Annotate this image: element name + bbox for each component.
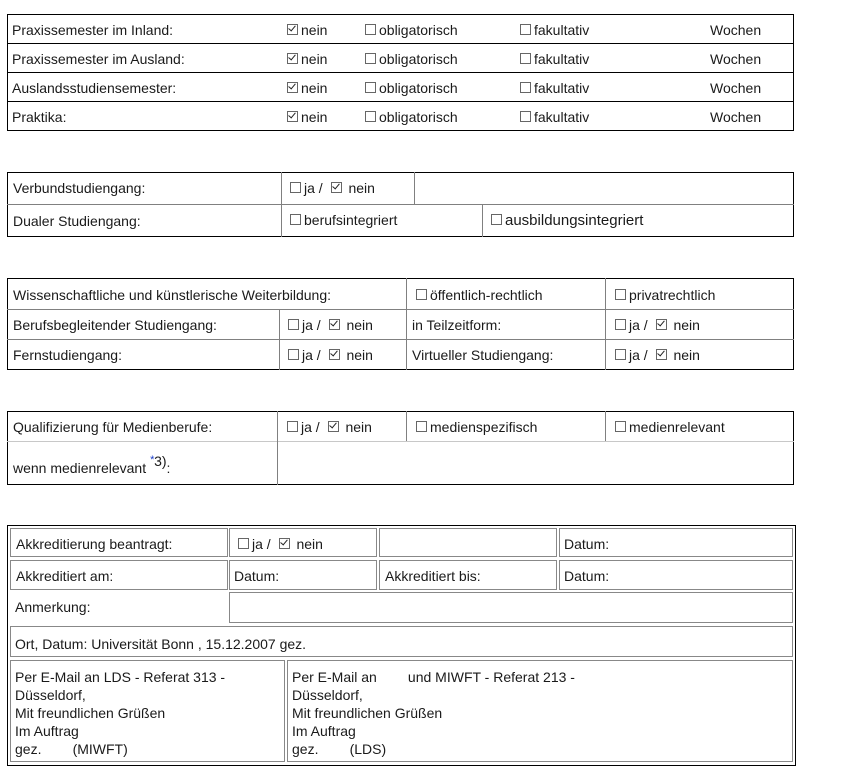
datum-label: Datum:: [564, 536, 610, 552]
fakultativ-option[interactable]: [520, 22, 589, 38]
ja-label: ja /: [302, 347, 321, 363]
checkbox[interactable]: [365, 24, 376, 35]
oeffentlich-option[interactable]: [416, 287, 543, 303]
checkbox-checked[interactable]: [287, 24, 298, 35]
ja-label: ja /: [301, 419, 320, 435]
nein-label: nein: [346, 317, 373, 333]
checkbox[interactable]: [416, 421, 427, 432]
weiterbildung-label: Wissenschaftliche und künstlerische Weiterbildung:: [13, 287, 332, 303]
checkbox[interactable]: [615, 289, 626, 300]
nein-label: nein: [673, 317, 700, 333]
anmerkung-label: Anmerkung:: [15, 599, 91, 615]
fernstudium-label: Fernstudiengang:: [13, 347, 122, 363]
divider: [277, 411, 278, 485]
nein-label: nein: [346, 347, 373, 363]
wochen-label: Wochen: [710, 80, 762, 96]
beantragt-label: Akkreditierung beantragt:: [16, 536, 173, 552]
wenn-medienrelevant: [13, 453, 171, 476]
divider: [406, 411, 407, 441]
checkbox-checked[interactable]: [279, 538, 290, 549]
checkbox[interactable]: [288, 319, 299, 330]
colon: :: [166, 460, 171, 476]
checkbox-checked[interactable]: [656, 319, 667, 330]
signature-line: Düsseldorf,: [15, 687, 86, 703]
signature-line: gez. (MIWFT): [15, 741, 128, 757]
footnote-star: *: [150, 454, 155, 466]
obligatorisch-label: obligatorisch: [379, 109, 458, 125]
checkbox-checked[interactable]: [328, 421, 339, 432]
fakultativ-label: fakultativ: [534, 22, 590, 38]
checkbox[interactable]: [290, 214, 301, 225]
datum-label: Datum:: [564, 568, 610, 584]
berufsintegriert-label: berufsintegriert: [304, 212, 398, 228]
privat-option[interactable]: [615, 287, 715, 303]
checkbox-checked[interactable]: [329, 349, 340, 360]
obligatorisch-label: obligatorisch: [379, 22, 458, 38]
signature-line: gez. (LDS): [292, 741, 387, 757]
medienrelevant-label: medienrelevant: [629, 419, 725, 435]
signature-line: Mit freundlichen Grüßen: [15, 705, 166, 721]
checkbox[interactable]: [615, 319, 626, 330]
ja-label: ja /: [302, 317, 321, 333]
divider: [281, 172, 282, 237]
signature-line: Mit freundlichen Grüßen: [292, 705, 443, 721]
verbund-label: Verbundstudiengang:: [13, 180, 146, 196]
nein-label: nein: [345, 419, 372, 435]
nein-label: nein: [301, 80, 328, 96]
checkbox[interactable]: [287, 421, 298, 432]
praxis-row-label: Praxissemester im Inland:: [12, 22, 174, 38]
ja-label: ja /: [252, 536, 271, 552]
ausbildungsintegriert-option[interactable]: [491, 213, 643, 229]
wochen-label: Wochen: [710, 22, 762, 38]
checkbox[interactable]: [238, 538, 249, 549]
oeffentlich-label: öffentlich-rechtlich: [430, 287, 543, 303]
divider: [7, 101, 794, 102]
nein-option[interactable]: [287, 51, 327, 67]
divider: [279, 310, 280, 370]
divider: [7, 43, 794, 44]
medienspezifisch-option[interactable]: [416, 419, 537, 435]
fakultativ-label: fakultativ: [534, 51, 590, 67]
signature-line: Per E-Mail an LDS - Referat 313 -: [15, 669, 226, 685]
obligatorisch-label: obligatorisch: [379, 80, 458, 96]
signature-line: Im Auftrag: [15, 723, 79, 739]
medien-ja-nein[interactable]: [287, 419, 372, 435]
nein-option[interactable]: [287, 22, 327, 38]
divider: [7, 441, 794, 442]
ausbildungsintegriert-label: ausbildungsintegriert: [505, 212, 644, 229]
teilzeit-ja-nein[interactable]: [615, 317, 700, 333]
signature-line: Im Auftrag: [292, 723, 356, 739]
obligatorisch-option[interactable]: [365, 51, 458, 67]
virtuell-ja-nein[interactable]: [615, 347, 700, 363]
divider: [605, 411, 606, 441]
anmerkung-field[interactable]: [229, 592, 793, 623]
praxis-row-label: Praxissemester im Ausland:: [12, 51, 185, 67]
medienrelevant-option[interactable]: [615, 419, 725, 435]
fakultativ-option[interactable]: [520, 109, 589, 125]
divider: [406, 278, 407, 370]
ja-label: ja /: [629, 317, 648, 333]
nein-label: nein: [301, 109, 328, 125]
nein-label: nein: [296, 536, 323, 552]
signature-line: Düsseldorf,: [292, 687, 363, 703]
dual-label: Dualer Studiengang:: [13, 213, 141, 229]
cell[interactable]: [379, 528, 557, 557]
checkbox[interactable]: [365, 82, 376, 93]
checkbox[interactable]: [365, 53, 376, 64]
checkbox-checked[interactable]: [287, 53, 298, 64]
akkreditiert-bis-label: Akkreditiert bis:: [385, 568, 481, 584]
checkbox[interactable]: [520, 24, 531, 35]
nein-label: nein: [301, 51, 328, 67]
fakultativ-option[interactable]: [520, 80, 589, 96]
nein-label: nein: [348, 180, 375, 196]
wochen-label: Wochen: [710, 51, 762, 67]
fernstudium-ja-nein[interactable]: [288, 347, 373, 363]
checkbox[interactable]: [520, 53, 531, 64]
checkbox-checked[interactable]: [331, 182, 342, 193]
obligatorisch-option[interactable]: [365, 80, 458, 96]
checkbox[interactable]: [615, 349, 626, 360]
berufsintegriert-option[interactable]: [290, 212, 397, 228]
beantragt-ja-nein[interactable]: [238, 536, 323, 552]
checkbox[interactable]: [520, 111, 531, 122]
obligatorisch-option[interactable]: [365, 109, 458, 125]
divider: [482, 205, 483, 237]
praxis-row-label: Praktika:: [12, 109, 67, 125]
checkbox[interactable]: [491, 214, 502, 225]
fakultativ-option[interactable]: [520, 51, 589, 67]
divider: [7, 72, 794, 73]
divider: [7, 204, 794, 205]
virtuell-label: Virtueller Studiengang:: [412, 347, 554, 363]
checkbox-checked[interactable]: [656, 349, 667, 360]
checkbox-checked[interactable]: [287, 82, 298, 93]
obligatorisch-option[interactable]: [365, 22, 458, 38]
checkbox[interactable]: [290, 182, 301, 193]
nein-option[interactable]: [287, 109, 327, 125]
akkreditiert-am-label: Akkreditiert am:: [16, 568, 114, 584]
medienspezifisch-label: medienspezifisch: [430, 419, 538, 435]
medien-label: Qualifizierung für Medienberufe:: [13, 419, 213, 435]
checkbox-checked[interactable]: [329, 319, 340, 330]
wenn-label: wenn medienrelevant: [13, 460, 147, 476]
teilzeit-label: in Teilzeitform:: [412, 317, 502, 333]
praxis-row-label: Auslandsstudiensemester:: [12, 80, 177, 96]
divider: [605, 278, 606, 370]
berufsbegleitend-ja-nein[interactable]: [288, 317, 373, 333]
obligatorisch-label: obligatorisch: [379, 51, 458, 67]
checkbox[interactable]: [416, 289, 427, 300]
divider: [7, 339, 794, 340]
fakultativ-label: fakultativ: [534, 109, 590, 125]
privat-label: privatrechtlich: [629, 287, 716, 303]
signature-line: Per E-Mail an und MIWFT - Referat 213 -: [292, 669, 575, 685]
checkbox-checked[interactable]: [287, 111, 298, 122]
nein-label: nein: [673, 347, 700, 363]
ort-datum-text: Ort, Datum: Universität Bonn , 15.12.2007 gez.: [15, 636, 307, 652]
fakultativ-label: fakultativ: [534, 80, 590, 96]
divider: [414, 172, 415, 205]
checkbox[interactable]: [288, 349, 299, 360]
nein-option[interactable]: [287, 80, 327, 96]
nein-label: nein: [301, 22, 328, 38]
footnote-ref[interactable]: 3): [154, 453, 167, 469]
datum-label: Datum:: [234, 568, 280, 584]
berufsbegleitend-label: Berufsbegleitender Studiengang:: [13, 317, 217, 333]
verbund-ja-nein[interactable]: [290, 180, 375, 196]
checkbox[interactable]: [365, 111, 376, 122]
ja-label: ja /: [629, 347, 648, 363]
checkbox[interactable]: [520, 82, 531, 93]
divider: [7, 309, 794, 310]
wochen-label: Wochen: [710, 109, 762, 125]
checkbox[interactable]: [615, 421, 626, 432]
ja-label: ja /: [304, 180, 323, 196]
